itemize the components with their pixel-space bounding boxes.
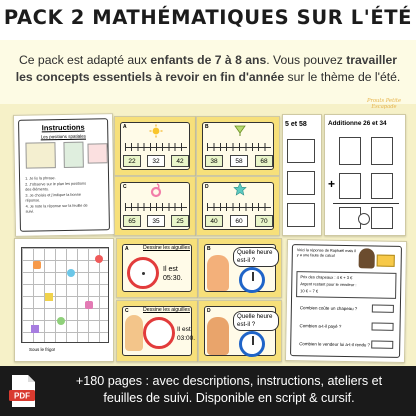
instructions-thumbnail xyxy=(63,142,83,168)
tick-box: 60 xyxy=(230,215,248,227)
grid-item xyxy=(85,301,93,309)
child-avatar xyxy=(207,255,229,291)
problem-line: Argent restant pour le vendeur : xyxy=(300,281,357,288)
number-line-ticks xyxy=(125,143,187,151)
page-title: PACK 2 MATHÉMATIQUES SUR L'ÉTÉ xyxy=(3,6,413,29)
problem-question: Combien coûte un chapeau ? xyxy=(299,305,358,312)
carry-circle xyxy=(358,213,370,225)
plus-sign: + xyxy=(328,177,336,191)
intro-concepts-bold: travailler les concepts essentiels à revoir en fin d'année xyxy=(15,53,398,84)
clock-question: Quelle heure est-il ? xyxy=(233,247,279,267)
units-box xyxy=(371,207,393,229)
tick-box: 70 xyxy=(255,215,273,227)
child-avatar xyxy=(359,248,375,268)
answer-box xyxy=(371,340,393,348)
clock-card-d xyxy=(198,300,282,362)
pdf-label: PDF xyxy=(14,391,30,401)
clock-card-b xyxy=(198,238,282,298)
grid-item xyxy=(33,261,41,269)
instruction-line: des éléments. xyxy=(25,187,49,192)
card-letter: C xyxy=(123,184,127,190)
problem-intro: Voici la réponse de Raphaël mais il y a une faute de calcul xyxy=(296,248,357,258)
footer-text xyxy=(48,373,410,407)
addition-box xyxy=(287,139,315,163)
drink-icon xyxy=(233,123,247,137)
tick-box: 35 xyxy=(147,215,165,227)
instructions-title: Instructions xyxy=(41,122,85,133)
addition-card-left xyxy=(282,114,322,236)
problem-book-icon xyxy=(377,255,395,267)
clock-card-a xyxy=(116,238,198,298)
instructions-card xyxy=(13,113,115,237)
card-letter: B xyxy=(207,246,211,252)
instruction-line: réponse. xyxy=(25,198,41,203)
watermark-logo xyxy=(366,98,402,110)
number-line-ticks xyxy=(125,203,187,211)
problem-question: Combien le vendeur lui a-t-il rendu ? xyxy=(299,341,371,348)
instruction-line: suivi. xyxy=(25,209,35,214)
clock-question: Quelle heure est-il ? xyxy=(233,311,279,331)
result-line xyxy=(333,203,399,204)
card-letter: C xyxy=(125,308,129,314)
grid-item xyxy=(57,317,65,325)
card-letter: B xyxy=(205,124,209,130)
instructions-lines xyxy=(25,176,88,216)
number-line-ticks xyxy=(207,203,271,211)
numberline-card-c xyxy=(114,176,196,236)
sun-icon xyxy=(149,124,163,138)
problem-card xyxy=(285,239,407,363)
tick-box: 40 xyxy=(205,215,223,227)
grid-item xyxy=(45,293,53,301)
units-box xyxy=(371,173,393,199)
card-letter: D xyxy=(207,308,211,314)
addition-box xyxy=(287,203,315,227)
tens-box xyxy=(339,173,361,199)
clock-center xyxy=(142,272,145,275)
tick-box: 65 xyxy=(123,215,141,227)
pdf-file-icon xyxy=(8,374,38,408)
clock-time-text: Il est 05:30. xyxy=(163,266,183,282)
answer-box xyxy=(372,304,394,312)
clock-time-text: Il est 03:00. xyxy=(177,326,196,342)
card-letter: A xyxy=(123,124,127,130)
clock-face xyxy=(143,317,175,349)
tick-box: 38 xyxy=(205,155,223,167)
problem-line: 10 € − 7 € xyxy=(300,288,319,294)
intro-age-bold: enfants de 7 à 8 ans xyxy=(150,53,267,67)
instructions-thumbnail xyxy=(87,143,107,163)
units-box xyxy=(371,137,393,165)
addition-left-text: 5 et 58 xyxy=(285,121,307,128)
instruction-line: 3. Je choisis et j'indique la bonne xyxy=(25,192,81,198)
clock-heading: Dessine les aiguilles xyxy=(143,307,190,313)
problem-line: Prix des chapeaux : 4 € + 3 € xyxy=(300,274,353,281)
card-letter: A xyxy=(125,246,129,252)
grid-card xyxy=(14,238,114,362)
instructions-subtitle: Les positions spatiales xyxy=(40,133,87,140)
starfish-icon xyxy=(233,182,247,196)
clock-heading: Dessine les aiguilles xyxy=(143,245,190,251)
footer-line: +180 pages : avec descriptions, instructions, ateliers et xyxy=(75,374,383,388)
clock-hand xyxy=(252,336,254,345)
intro-text xyxy=(12,52,404,86)
numberline-card-d xyxy=(196,176,280,236)
tick-box: 42 xyxy=(171,155,189,167)
card-letter: D xyxy=(205,184,209,190)
watermark-text: Prouts Petite Escapade xyxy=(366,98,402,110)
tick-box: 32 xyxy=(147,155,165,167)
child-avatar xyxy=(207,317,229,355)
addition-card xyxy=(324,114,406,236)
grid-caption: Sous le frigo! xyxy=(29,347,56,352)
instruction-line: 2. J'observe sur le plan les positions xyxy=(25,181,87,187)
child-avatar xyxy=(125,315,143,351)
tick-box: 22 xyxy=(123,155,141,167)
addition-box xyxy=(287,171,315,195)
grid-item xyxy=(95,255,103,263)
numberline-card-b xyxy=(196,116,280,176)
instruction-line: 4. Je note la réponse sur la feuille de xyxy=(25,203,88,209)
tens-box xyxy=(339,137,361,165)
tick-box: 58 xyxy=(230,155,248,167)
grid-item xyxy=(31,325,39,333)
instruction-line: 1. Je lis la phrase. xyxy=(25,176,56,181)
numberline-card-a xyxy=(114,116,196,176)
preview-collage xyxy=(0,98,416,366)
problem-question: Combien a-t-il payé ? xyxy=(299,323,342,329)
answer-box xyxy=(371,322,393,330)
footer-line: feuilles de suivi. Disponible en script & cursif. xyxy=(103,391,355,405)
addition-title: Additionne 26 et 34 xyxy=(328,120,387,127)
intro-text-part: . Vous pouvez xyxy=(266,53,347,67)
instructions-thumbnail xyxy=(25,142,55,169)
flamingo-float-icon xyxy=(149,183,163,197)
intro-text-part: Ce pack est adapté aux xyxy=(18,53,151,67)
clock-card-c xyxy=(116,300,198,362)
intro-text-part: sur le thème de l'été. xyxy=(284,70,401,84)
tick-box: 25 xyxy=(171,215,189,227)
grid-item xyxy=(67,269,75,277)
clock-hand xyxy=(252,272,254,281)
number-line-ticks xyxy=(207,143,271,151)
tick-box: 68 xyxy=(255,155,273,167)
